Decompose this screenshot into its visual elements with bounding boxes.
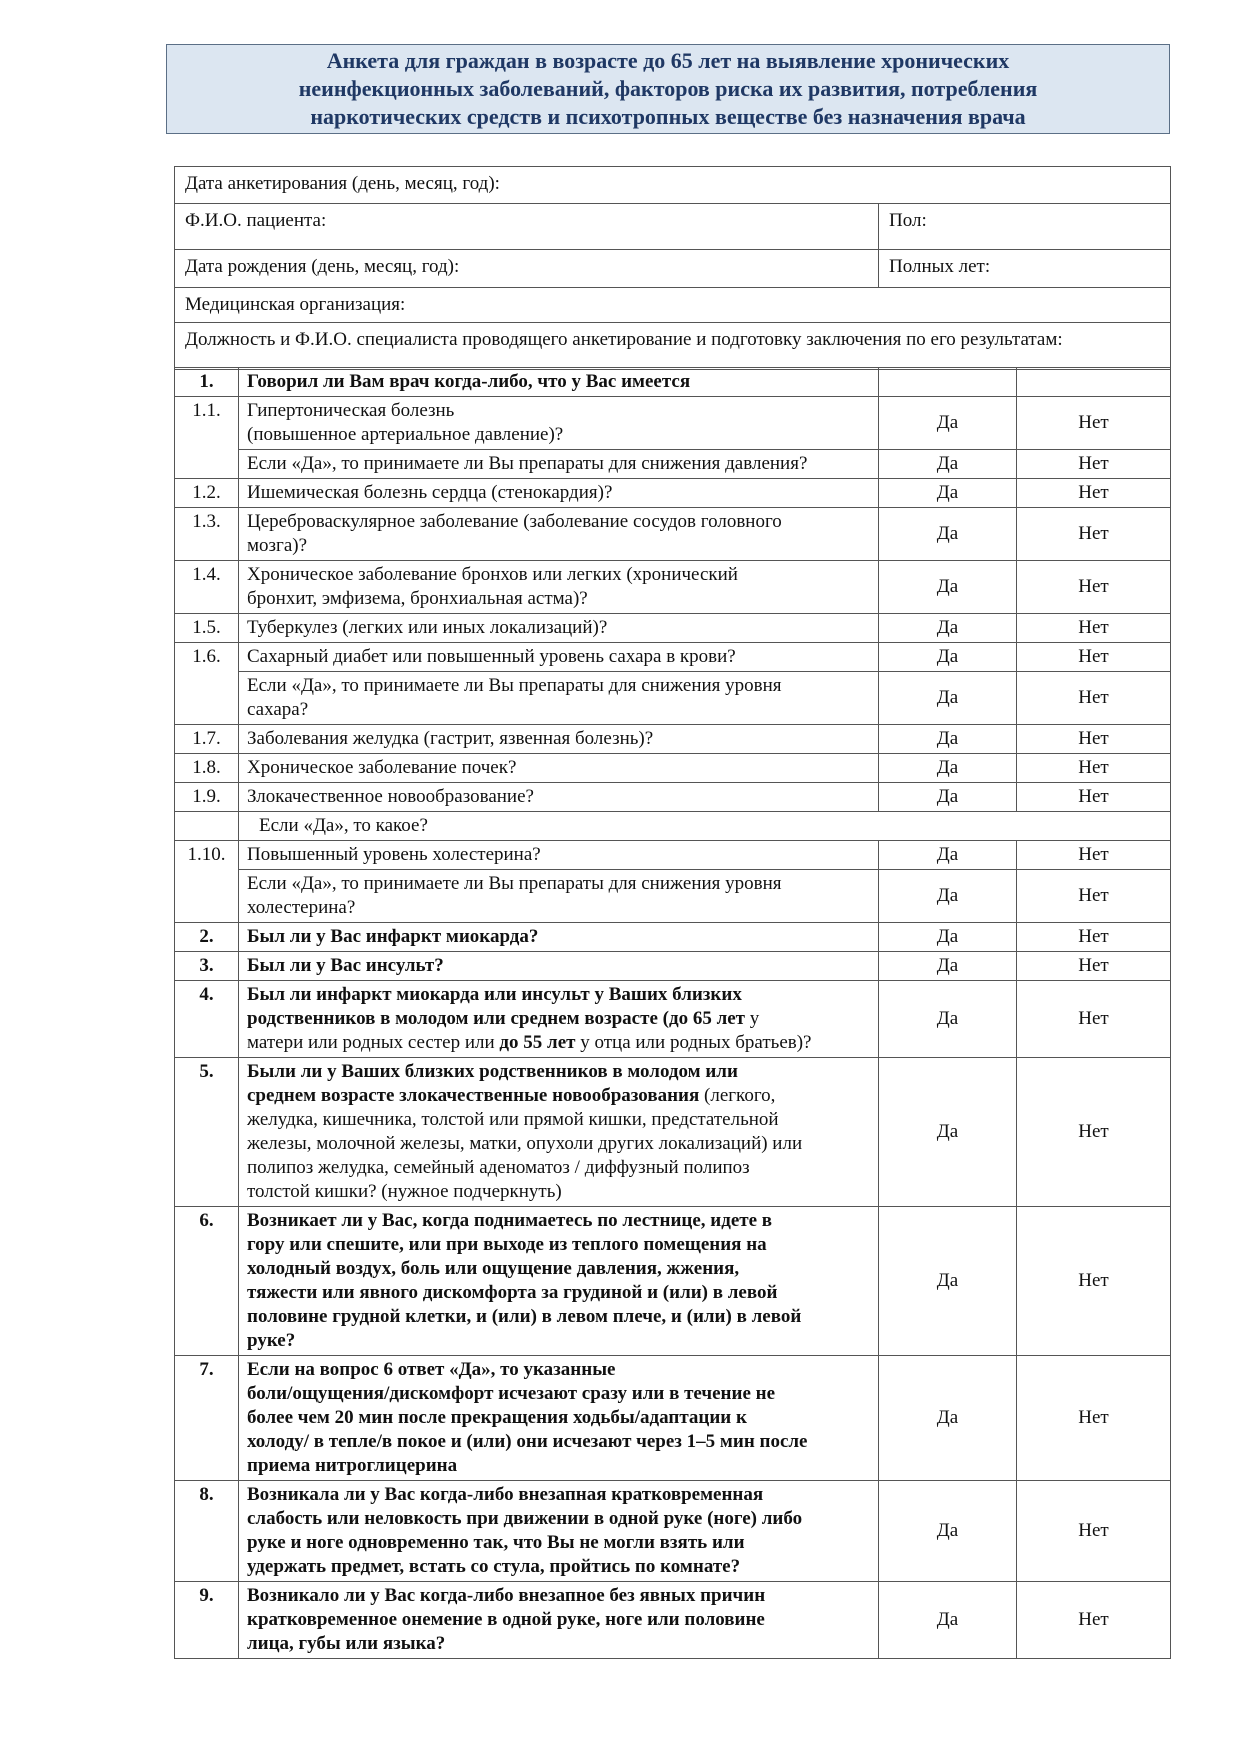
no-option[interactable]: Нет [1017,841,1171,870]
no-option[interactable]: Нет [1017,981,1171,1058]
no-option[interactable]: Нет [1017,643,1171,672]
patient-sex-field[interactable]: Пол: [879,204,1171,250]
question-row-1-5 [175,614,1171,643]
question-number: 7. [175,1356,239,1481]
question-text: Был ли у Вас инфаркт миокарда? [239,923,879,952]
question-number: 4. [175,981,239,1058]
question-text-plain: у матери или родных сестер или [247,1008,760,1053]
question-number: 1.8. [175,754,239,783]
patient-info-table [174,166,1171,370]
question-row-1-10 [175,841,1171,870]
question-text [239,1058,879,1207]
no-option[interactable]: Нет [1017,1582,1171,1659]
question-text: Повышенный уровень холестерина? [239,841,879,870]
question-number: 1.9. [175,783,239,812]
question-row-5 [175,1058,1171,1207]
question-row-1-3 [175,508,1171,561]
question-text: Если на вопрос 6 ответ «Да», то указанные боли/ощущения/дискомфорт исчезают сразу или в течение не более чем 20 мин после прекращения ходьбы/адаптации к холоду/ в тепле/в покое и (или) они исчезают через 1–5 мин после приема нитроглицерина [239,1356,879,1481]
yes-option[interactable]: Да [879,479,1017,508]
yes-option[interactable]: Да [879,397,1017,450]
question-row-6 [175,1207,1171,1356]
no-option[interactable]: Нет [1017,754,1171,783]
question-text: Говорил ли Вам врач когда-либо, что у Вас имеется [239,368,879,397]
no-option[interactable]: Нет [1017,952,1171,981]
question-text-bold: до 55 лет [499,1032,576,1053]
no-option[interactable]: Нет [1017,508,1171,561]
question-text: Хроническое заболевание бронхов или легких (хронический бронхит, эмфизема, бронхиальная астма)? [239,561,879,614]
question-subtext: Если «Да», то принимаете ли Вы препараты для снижения уровня холестерина? [239,870,879,923]
question-number: 1.4. [175,561,239,614]
yes-option[interactable]: Да [879,870,1017,923]
yes-option[interactable]: Да [879,725,1017,754]
yes-option[interactable]: Да [879,783,1017,812]
no-option[interactable]: Нет [1017,561,1171,614]
question-row-1-1 [175,397,1171,450]
question-text: Хроническое заболевание почек? [239,754,879,783]
question-number: 9. [175,1582,239,1659]
no-option[interactable]: Нет [1017,1356,1171,1481]
question-row-1-10-sub [175,870,1171,923]
yes-option[interactable]: Да [879,672,1017,725]
question-text-plain: у отца или родных братьев)? [575,1032,812,1053]
yes-option[interactable]: Да [879,1058,1017,1207]
question-number: 3. [175,952,239,981]
question-row-1-7 [175,725,1171,754]
question-row-1 [175,368,1171,397]
question-text: Цереброваскулярное заболевание (заболевание сосудов головного мозга)? [239,508,879,561]
question-text: Сахарный диабет или повышенный уровень сахара в крови? [239,643,879,672]
question-subtext: Если «Да», то принимаете ли Вы препараты для снижения давления? [239,450,879,479]
question-row-8 [175,1481,1171,1582]
yes-option[interactable]: Да [879,1207,1017,1356]
question-row-1-9-sub [175,812,1171,841]
answer-cell-empty [1017,368,1171,397]
question-number: 2. [175,923,239,952]
yes-option[interactable]: Да [879,508,1017,561]
no-option[interactable]: Нет [1017,450,1171,479]
question-number: 1.1. [175,397,239,479]
question-text-plain: (легкого, желудка, кишечника, толстой или прямой кишки, предстательной железы, молочной железы, матки, опухоли других локализаций) или полипоз желудка, семейный аденоматоз / диффузный полипоз толстой кишки? (нужное подчеркнуть) [247,1085,803,1202]
no-option[interactable]: Нет [1017,1481,1171,1582]
no-option[interactable]: Нет [1017,725,1171,754]
yes-option[interactable]: Да [879,981,1017,1058]
question-subtext[interactable]: Если «Да», то какое? [239,812,1171,841]
question-row-1-9 [175,783,1171,812]
question-row-1-1-sub [175,450,1171,479]
question-row-3 [175,952,1171,981]
question-number: 6. [175,1207,239,1356]
question-number: 1.5. [175,614,239,643]
birth-date-field[interactable]: Дата рождения (день, месяц, год): [175,250,879,288]
question-text: Был ли у Вас инсульт? [239,952,879,981]
question-text: Гипертоническая болезнь (повышенное артериальное давление)? [239,397,879,450]
question-row-2 [175,923,1171,952]
yes-option[interactable]: Да [879,952,1017,981]
question-text: Возникала ли у Вас когда-либо внезапная кратковременная слабость или неловкость при движении в одной руке (ноге) либо руке и ноге одновременно так, что Вы не могли взять или удержать предмет, встать со стула, пройтись по комнате? [239,1481,879,1582]
question-row-1-6-sub [175,672,1171,725]
yes-option[interactable]: Да [879,614,1017,643]
question-text [239,981,879,1058]
question-number: 1. [175,368,239,397]
no-option[interactable]: Нет [1017,614,1171,643]
specialist-field[interactable]: Должность и Ф.И.О. специалиста проводящего анкетирование и подготовку заключения по его результатам: [175,323,1171,370]
yes-option[interactable]: Да [879,841,1017,870]
no-option[interactable]: Нет [1017,672,1171,725]
yes-option[interactable]: Да [879,643,1017,672]
question-text-bold: Были ли у Ваших близких родственников в молодом или среднем возрасте злокачественные новообразования [247,1061,738,1106]
question-text: Возникает ли у Вас, когда поднимаетесь по лестнице, идете в гору или спешите, или при выходе из теплого помещения на холодный воздух, боль или ощущение давления, жжения, тяжести или явного дискомфорта за грудиной и (или) в левой половине грудной клетки, и (или) в левом плече, и (или) в левой руке? [239,1207,879,1356]
patient-name-field[interactable]: Ф.И.О. пациента: [175,204,879,250]
question-number: 1.10. [175,841,239,923]
no-option[interactable]: Нет [1017,479,1171,508]
question-row-1-4 [175,561,1171,614]
page-title: Анкета для граждан в возрасте до 65 лет на выявление хронических неинфекционных заболеваний, факторов риска их развития, потребления наркотических средств и психотропных веществе без назначения врача [298,48,1038,129]
question-row-1-8 [175,754,1171,783]
question-row-4 [175,981,1171,1058]
question-text: Туберкулез (легких или иных локализаций)? [239,614,879,643]
no-option[interactable]: Нет [1017,397,1171,450]
survey-date-field[interactable]: Дата анкетирования (день, месяц, год): [175,167,1171,204]
question-row-1-2 [175,479,1171,508]
question-text: Заболевания желудка (гастрит, язвенная болезнь)? [239,725,879,754]
question-number: 1.7. [175,725,239,754]
question-text: Возникало ли у Вас когда-либо внезапное без явных причин кратковременное онемение в одной руке, ноге или половине лица, губы или языка? [239,1582,879,1659]
question-number: 5. [175,1058,239,1207]
title-box [166,44,1170,134]
yes-option[interactable]: Да [879,1582,1017,1659]
no-option[interactable]: Нет [1017,1058,1171,1207]
yes-option[interactable]: Да [879,1481,1017,1582]
question-number-empty [175,812,239,841]
no-option[interactable]: Нет [1017,870,1171,923]
questionnaire-table [174,367,1171,1659]
question-row-7 [175,1356,1171,1481]
question-row-9 [175,1582,1171,1659]
no-option[interactable]: Нет [1017,1207,1171,1356]
answer-cell-empty [879,368,1017,397]
medical-organization-field[interactable]: Медицинская организация: [175,288,1171,323]
yes-option[interactable]: Да [879,923,1017,952]
no-option[interactable]: Нет [1017,923,1171,952]
question-row-1-6 [175,643,1171,672]
question-number: 1.3. [175,508,239,561]
yes-option[interactable]: Да [879,1356,1017,1481]
question-number: 1.2. [175,479,239,508]
question-text: Ишемическая болезнь сердца (стенокардия)? [239,479,879,508]
question-text-bold: Был ли инфаркт миокарда или инсульт у Ваших близких родственников в молодом или среднем возрасте (до 65 лет [247,984,745,1029]
yes-option[interactable]: Да [879,561,1017,614]
question-number: 1.6. [175,643,239,725]
question-text: Злокачественное новообразование? [239,783,879,812]
full-age-field[interactable]: Полных лет: [879,250,1171,288]
yes-option[interactable]: Да [879,450,1017,479]
question-subtext: Если «Да», то принимаете ли Вы препараты для снижения уровня сахара? [239,672,879,725]
no-option[interactable]: Нет [1017,783,1171,812]
question-number: 8. [175,1481,239,1582]
yes-option[interactable]: Да [879,754,1017,783]
